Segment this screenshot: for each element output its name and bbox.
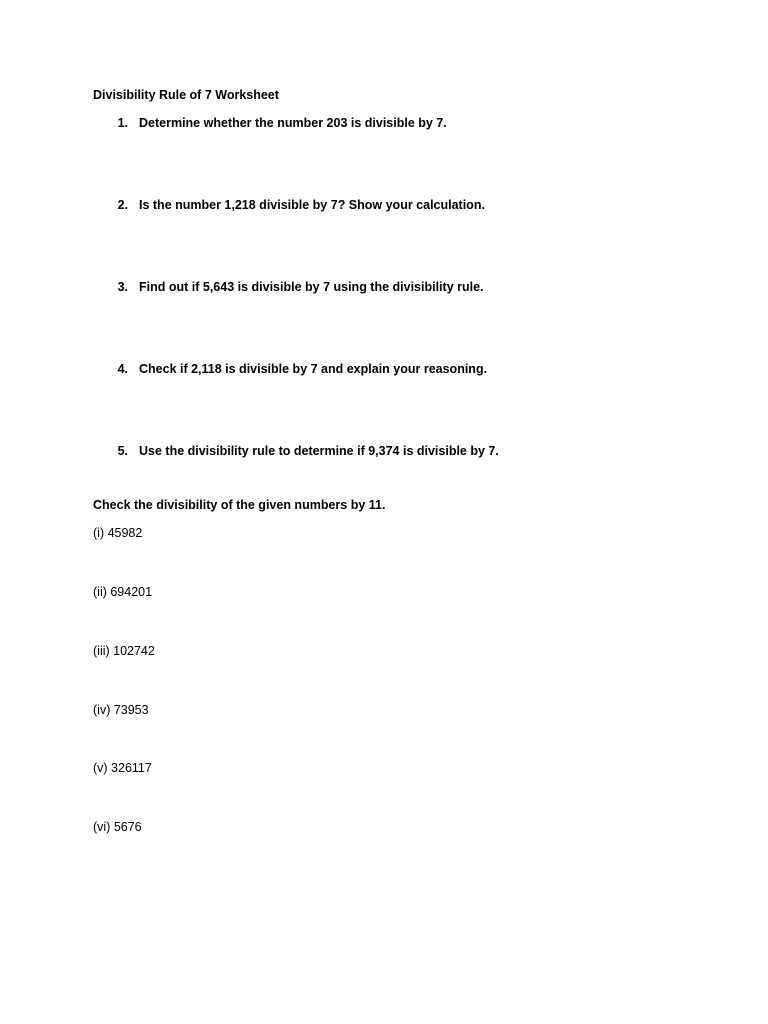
question-text: Use the divisibility rule to determine if 9,374 is divisible by 7. <box>139 444 499 458</box>
section-heading: Check the divisibility of the given numbers by 11. <box>93 498 386 512</box>
question-text: Determine whether the number 203 is divisible by 7. <box>139 116 447 130</box>
list-item: (iv) 73953 <box>93 703 149 717</box>
list-item: (ii) 694201 <box>93 585 153 599</box>
question-number: 1. <box>117 116 128 130</box>
list-item: (vi) 5676 <box>93 820 142 834</box>
question-number: 5. <box>117 444 128 458</box>
question-text: Is the number 1,218 divisible by 7? Show your calculation. <box>139 198 485 212</box>
worksheet-title: Divisibility Rule of 7 Worksheet <box>93 88 279 102</box>
question-text: Find out if 5,643 is divisible by 7 using the divisibility rule. <box>139 280 484 294</box>
list-item: (iii) 102742 <box>93 644 155 658</box>
list-item: (i) 45982 <box>93 526 143 540</box>
question-number: 3. <box>117 280 128 294</box>
question-text: Check if 2,118 is divisible by 7 and explain your reasoning. <box>139 362 488 376</box>
list-item: (v) 326117 <box>93 761 152 775</box>
question-number: 4. <box>117 362 128 376</box>
question-number: 2. <box>117 198 128 212</box>
